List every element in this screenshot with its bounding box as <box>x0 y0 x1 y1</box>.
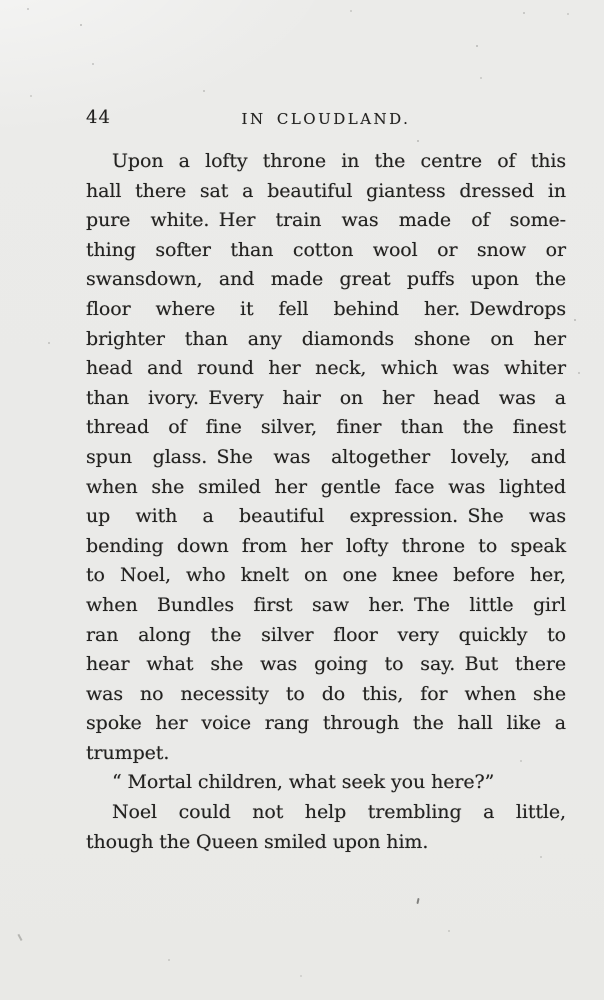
scan-mark <box>17 934 22 941</box>
text-line: floor where it fell behind her. Dewdrops <box>86 297 566 320</box>
text-line: Noel could not help trembling a little, <box>112 801 566 824</box>
text-line: to Noel, who knelt on one knee before her, <box>86 564 566 587</box>
text-line: up with a beautiful expression. She was <box>86 505 566 528</box>
page-header <box>86 106 566 132</box>
text-line: hear what she was going to say. But there <box>86 653 566 676</box>
scan-mark <box>416 898 419 904</box>
text-line: bending down from her lofty throne to speak <box>86 534 566 557</box>
text-line: Upon a lofty throne in the centre of this <box>112 150 566 172</box>
text-line: spoke her voice rang through the hall like a <box>86 712 566 735</box>
text-line: swansdown, and made great puffs upon the <box>86 268 566 291</box>
text-line: head and round her neck, which was whiter <box>86 357 566 380</box>
text-line: was no necessity to do this, for when she <box>86 682 566 705</box>
text-line: pure white. Her train was made of some- <box>86 209 566 232</box>
text-line: than ivory. Every hair on her head was a <box>86 386 566 409</box>
text-line: hall there sat a beautiful giantess dressed in <box>86 179 566 202</box>
text-line: thing softer than cotton wool or snow or <box>86 238 566 261</box>
text-line-dialogue: “ Mortal children, what seek you here?” <box>112 771 495 794</box>
body-text <box>86 147 566 857</box>
text-line: though the Queen smiled upon him. <box>86 830 429 853</box>
text-line: spun glass. She was altogether lovely, and <box>86 445 566 468</box>
text-line: ran along the silver floor very quickly to <box>86 623 566 646</box>
text-line: brighter than any diamonds shone on her <box>86 327 566 350</box>
text-line: when Bundles first saw her. The little girl <box>86 593 566 616</box>
text-line: when she smiled her gentle face was lighted <box>86 475 566 498</box>
text-line: trumpet. <box>86 741 170 764</box>
page-number: 44 <box>86 107 111 128</box>
running-title: IN CLOUDLAND. <box>241 110 411 128</box>
text-line: thread of fine silver, finer than the finest <box>86 416 566 439</box>
